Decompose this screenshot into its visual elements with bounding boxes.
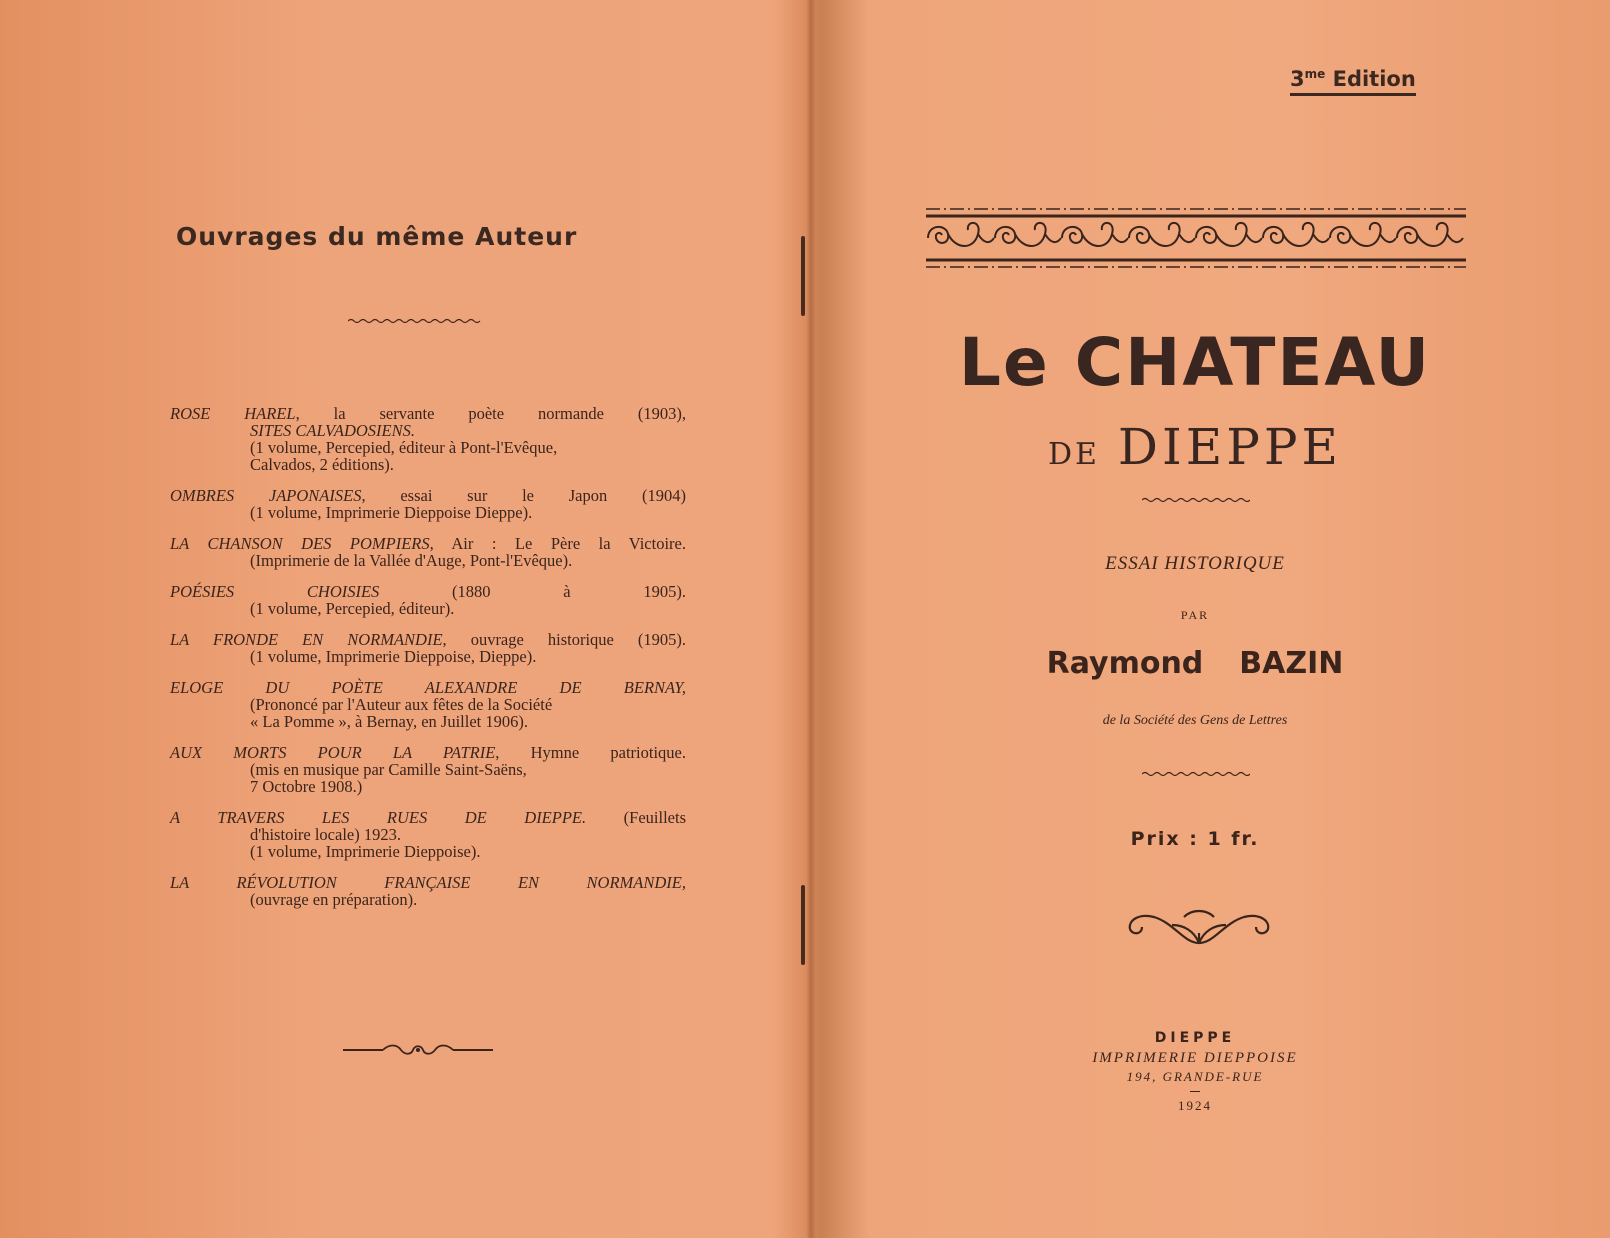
work-description: (Feuillets [586, 808, 686, 827]
imprint-printer: IMPRIMERIE DIEPPOISE [1092, 1050, 1298, 1066]
author-last-name: BAZIN [1239, 646, 1344, 681]
list-item [170, 487, 686, 521]
wavy-rule-icon [1142, 497, 1250, 503]
works-heading: Ouvrages du même Auteur [176, 222, 578, 251]
work-first-line [170, 874, 686, 891]
work-first-line [170, 535, 686, 552]
author-name [930, 646, 1460, 681]
list-item [170, 583, 686, 617]
work-detail-line: Calvados, 2 éditions). [250, 455, 394, 474]
work-title: ELOGE DU POÈTE ALEXANDRE DE BERNAY, [170, 678, 686, 697]
edition-number: 3 [1290, 67, 1305, 91]
ornament-flourish-icon [1124, 903, 1274, 949]
work-detail-line: SITES CALVADOSIENS. [250, 421, 415, 440]
imprint-address: 194, GRANDE-RUE [1126, 1069, 1264, 1084]
work-description: (1880 à 1905). [379, 582, 686, 601]
list-item [170, 631, 686, 665]
list-item [170, 405, 686, 473]
work-title: OMBRES JAPONAISES [170, 486, 362, 505]
list-item [170, 679, 686, 730]
work-detail-line: 7 Octobre 1908.) [250, 777, 363, 796]
book-title: Le CHATEAU [958, 324, 1432, 401]
work-first-line [170, 631, 686, 648]
work-detail-line: (Imprimerie de la Vallée d'Auge, Pont-l'Evêque). [250, 551, 573, 570]
work-first-line [170, 809, 686, 826]
work-first-line [170, 405, 686, 422]
work-description: , Air : Le Père la Victoire. [429, 534, 686, 553]
work-detail-line: d'histoire locale) 1923. [250, 825, 401, 844]
imprint-divider [1190, 1091, 1200, 1092]
imprint-city: DIEPPE [1154, 1030, 1236, 1046]
genre-label: ESSAI HISTORIQUE [1105, 553, 1285, 574]
work-first-line [170, 583, 686, 600]
wavy-rule-icon [1142, 771, 1250, 777]
edition-word: Edition [1332, 67, 1416, 91]
edition-label [1290, 67, 1416, 96]
price-label: Prix : 1 fr. [1130, 828, 1260, 850]
work-detail-line: (1 volume, Imprimerie Dieppoise). [250, 842, 481, 861]
edition-suffix: me [1304, 67, 1326, 81]
imprint-block [930, 1030, 1460, 1114]
list-item [170, 809, 686, 860]
work-detail-line: (1 volume, Imprimerie Dieppoise, Dieppe). [250, 647, 537, 666]
work-detail-line: (1 volume, Percepied, éditeur à Pont-l'Evêque, [250, 438, 558, 457]
work-detail-line: (1 volume, Percepied, éditeur). [250, 599, 455, 618]
decorative-border-icon [926, 206, 1466, 270]
work-title: LA RÉVOLUTION FRANÇAISE EN NORMANDIE, [170, 873, 686, 892]
work-title: LA CHANSON DES POMPIERS [170, 534, 430, 553]
work-title: AUX MORTS POUR LA PATRIE [170, 743, 496, 762]
work-detail-line: « La Pomme », à Bernay, en Juillet 1906). [250, 712, 528, 731]
work-detail-line: (Prononcé par l'Auteur aux fêtes de la Société [250, 695, 553, 714]
work-detail-line: (ouvrage en préparation). [250, 890, 418, 909]
works-list [170, 405, 686, 922]
by-label: PAR [1180, 608, 1210, 622]
title-dieppe: DIEPPE [1117, 418, 1343, 476]
imprint-year: 1924 [1178, 1098, 1212, 1113]
work-description: , essai sur le Japon (1904) [361, 486, 687, 505]
book-subtitle-location [930, 418, 1460, 476]
work-description: , ouvrage historique (1905). [442, 630, 686, 649]
work-title: A TRAVERS LES RUES DE DIEPPE. [170, 808, 587, 827]
wavy-rule-icon [348, 318, 482, 324]
work-detail-line: (1 volume, Imprimerie Dieppoise Dieppe). [250, 503, 533, 522]
work-first-line [170, 487, 686, 504]
author-first-name: Raymond [1046, 646, 1204, 681]
work-detail-line: (mis en musique par Camille Saint-Saëns, [250, 760, 527, 779]
work-title: LA FRONDE EN NORMANDIE [170, 630, 443, 649]
list-item [170, 744, 686, 795]
work-first-line [170, 679, 686, 696]
title-de: DE [1047, 437, 1100, 472]
work-description: , la servante poète normande (1903), [295, 404, 686, 423]
work-description: , Hymne patriotique. [495, 743, 686, 762]
list-item [170, 535, 686, 569]
work-title: POÉSIES CHOISIES [170, 582, 380, 601]
list-item [170, 874, 686, 908]
author-affiliation: de la Société des Gens de Lettres [1102, 713, 1288, 728]
work-first-line [170, 744, 686, 761]
ornament-flourish-icon [343, 1043, 493, 1057]
work-title: ROSE HAREL [170, 404, 296, 423]
